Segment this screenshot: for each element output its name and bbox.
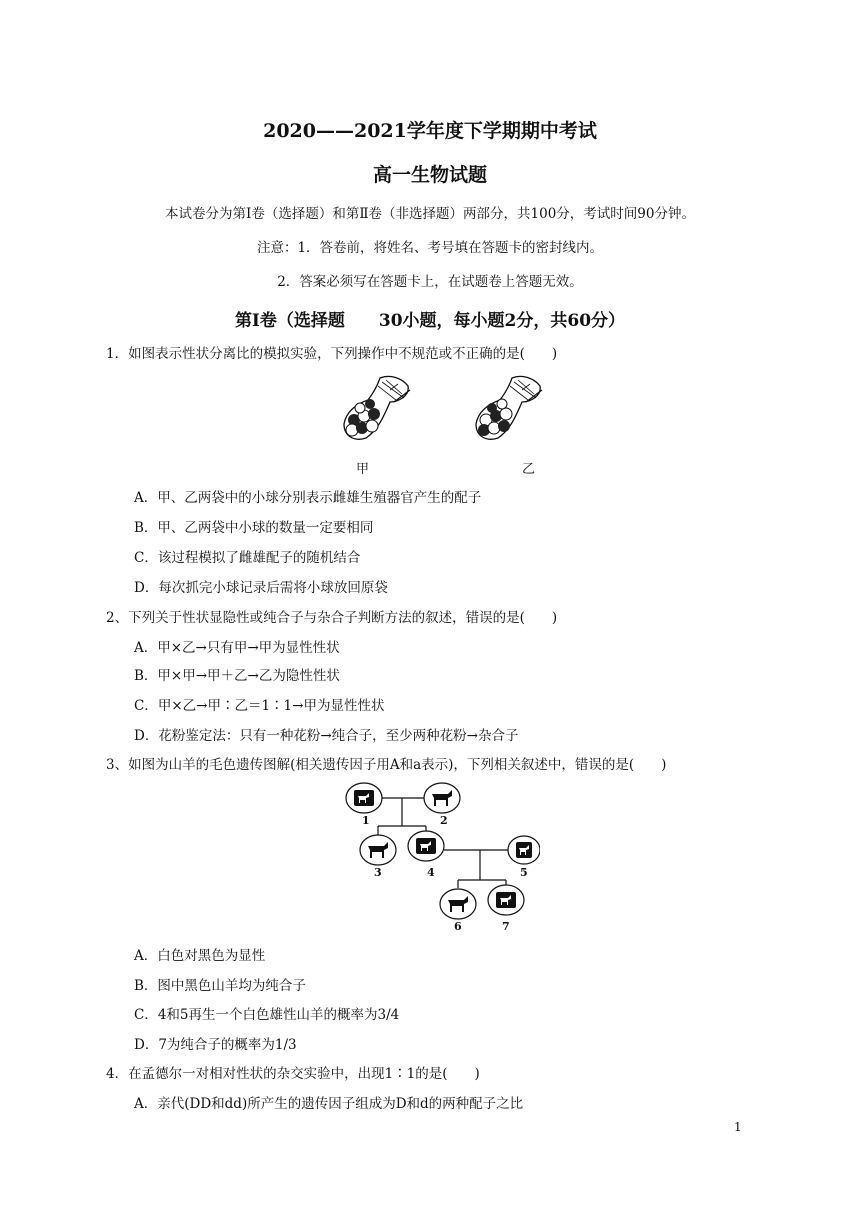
question-4-option-a: A．亲代(DD和dd)所产生的遗传因子组成为D和d的两种配子之比 [134, 1096, 524, 1112]
figure-label-yi: 乙 [522, 462, 536, 477]
exam-title: 2020——2021学年度下学期期中考试 [263, 120, 597, 142]
pedigree-label-7: 7 [502, 920, 510, 933]
question-2-option-c: C．甲×乙→甲∶乙＝1∶1→甲为显性性状 [134, 698, 385, 714]
question-3-option-b: B．图中黑色山羊均为纯合子 [134, 978, 306, 994]
question-1-option-c: C．该过程模拟了雌雄配子的随机结合 [134, 550, 361, 566]
question-2-option-a: A．甲×乙→只有甲→甲为显性性状 [134, 640, 340, 656]
question-1-option-a: A．甲、乙两袋中的小球分别表示雌雄生殖器官产生的配子 [134, 490, 482, 506]
question-3-option-d: D．7为纯合子的概率为1/3 [134, 1037, 297, 1053]
question-2-option-b: B．甲×甲→甲＋乙→乙为隐性性状 [134, 668, 340, 684]
question-2-option-d: D．花粉鉴定法：只有一种花粉→纯合子，至少两种花粉→杂合子 [134, 728, 519, 744]
exam-subtitle: 高一生物试题 [372, 164, 487, 186]
bag-figure-yi [470, 372, 550, 444]
exam-intro: 本试卷分为第Ⅰ卷（选择题）和第Ⅱ卷（非选择题）两部分，共100分，考试时间90分钟。 [165, 206, 695, 222]
figure-label-jia: 甲 [356, 462, 370, 477]
page-number: 1 [734, 1120, 742, 1134]
question-1-option-b: B．甲、乙两袋中小球的数量一定要相同 [134, 520, 374, 536]
pedigree-label-3: 3 [374, 866, 382, 879]
goat-pedigree-diagram [340, 780, 540, 932]
question-3-stem: 3、如图为山羊的毛色遗传图解(相关遗传因子用A和a表示)，下列相关叙述中，错误的是( ) [106, 757, 667, 773]
question-1-option-d: D．每次抓完小球记录后需将小球放回原袋 [134, 580, 388, 596]
question-3-option-c: C．4和5再生一个白色雄性山羊的概率为3/4 [134, 1007, 400, 1023]
question-1-stem: 1．如图表示性状分离比的模拟实验，下列操作中不规范或不正确的是( ) [106, 346, 558, 362]
pedigree-label-5: 5 [520, 866, 528, 879]
question-3-option-a: A．白色对黑色为显性 [134, 948, 266, 964]
exam-note-2: 2．答案必须写在答题卡上，在试题卷上答题无效。 [277, 274, 583, 290]
pedigree-label-2: 2 [440, 814, 448, 827]
bag-figure-jia [338, 372, 418, 444]
pedigree-label-4: 4 [427, 866, 435, 879]
question-2-stem: 2、下列关于性状显隐性或纯合子与杂合子判断方法的叙述，错误的是( ) [106, 610, 558, 626]
pedigree-label-6: 6 [454, 920, 462, 933]
section-title: 第Ⅰ卷（选择题 30小题，每小题2分，共60分） [234, 311, 626, 331]
question-4-stem: 4．在孟德尔一对相对性状的杂交实验中，出现1∶1的是( ) [106, 1066, 480, 1082]
pedigree-label-1: 1 [362, 814, 370, 827]
exam-note-1: 注意：1．答卷前，将姓名、考号填在答题卡的密封线内。 [256, 240, 604, 256]
